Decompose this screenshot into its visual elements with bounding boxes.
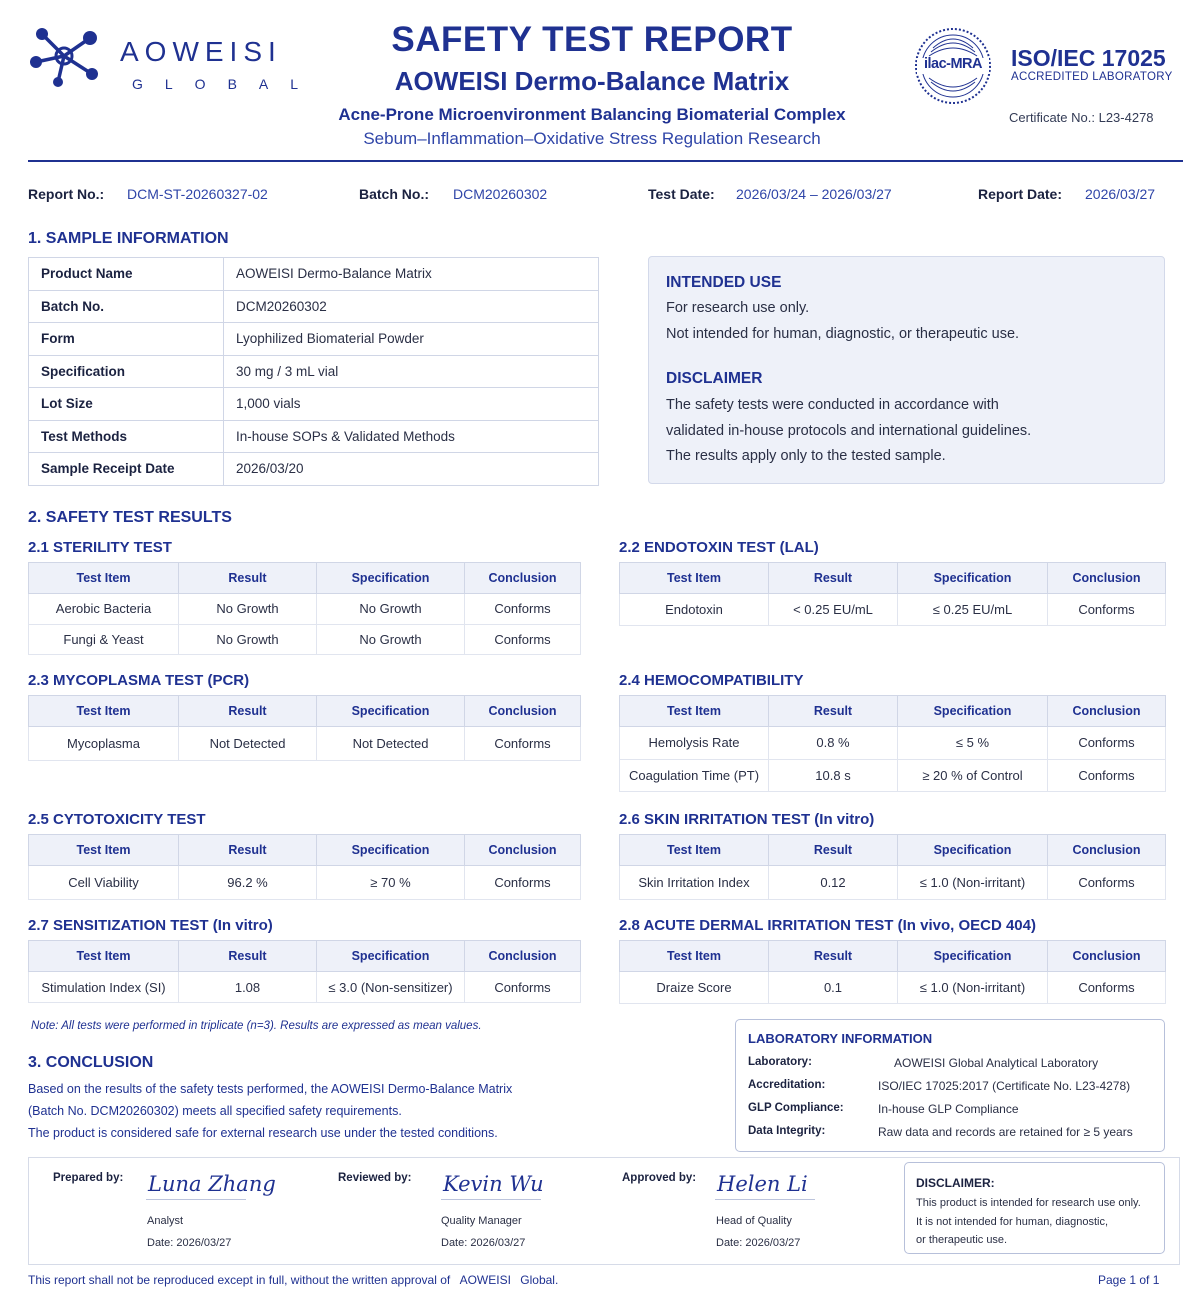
intended-use-box	[648, 256, 1165, 484]
table-cell: Conforms	[465, 594, 581, 625]
column-header: Conclusion	[465, 941, 581, 972]
table-cell: No Growth	[179, 594, 317, 625]
table-cell: ≤ 5 %	[898, 727, 1048, 760]
sample-info-value: 30 mg / 3 mL vial	[224, 355, 599, 388]
column-header: Test Item	[620, 563, 769, 594]
column-header: Specification	[898, 941, 1048, 972]
test-date-label: Test Date:	[648, 186, 715, 202]
sample-info-value: Lyophilized Biomaterial Powder	[224, 323, 599, 356]
prepared-by-signature: Luna Zhang	[148, 1172, 276, 1196]
batch-no-label: Batch No.:	[359, 186, 429, 202]
iso-title: ISO/IEC 17025	[1011, 45, 1166, 71]
table-cell: No Growth	[317, 594, 465, 625]
prepared-by-role: Analyst	[147, 1215, 184, 1227]
intended-use-heading: INTENDED USE	[666, 274, 782, 291]
table-cell: Aerobic Bacteria	[29, 594, 179, 625]
table-cell: 10.8 s	[769, 759, 898, 792]
footer-brand: AOWEISI	[459, 1273, 511, 1287]
ilac-seal-text: ilac-MRA	[923, 56, 983, 72]
lab-value-glp: In-house GLP Compliance	[878, 1102, 1019, 1116]
batch-no-value: DCM20260302	[453, 186, 548, 202]
prepared-by-label: Prepared by:	[53, 1172, 124, 1184]
lab-value-accreditation: ISO/IEC 17025:2017 (Certificate No. L23-4278)	[878, 1079, 1131, 1093]
mycoplasma-table	[28, 695, 581, 761]
cytotoxicity-table	[28, 834, 581, 900]
column-header: Test Item	[620, 835, 769, 866]
sample-info-key: Product Name	[29, 258, 224, 291]
intended-use-line1: For research use only.	[666, 300, 810, 316]
table-cell: Conforms	[465, 866, 581, 900]
skin-irritation-heading: 2.6 SKIN IRRITATION TEST (In vitro)	[619, 811, 875, 828]
table-cell: Draize Score	[620, 972, 769, 1004]
reviewed-by-role: Quality Manager	[441, 1215, 522, 1227]
footer-brand-suffix: Global.	[520, 1273, 559, 1287]
table-cell: Mycoplasma	[29, 727, 179, 761]
sample-info-row	[29, 453, 599, 486]
approved-by-role: Head of Quality	[716, 1215, 792, 1227]
column-header: Specification	[898, 696, 1048, 727]
prepared-by-signature-line	[146, 1199, 246, 1200]
table-row	[620, 727, 1166, 760]
column-header: Specification	[317, 696, 465, 727]
report-no-value: DCM-ST-20260327-02	[127, 186, 268, 202]
table-cell: 0.1	[769, 972, 898, 1004]
table-cell: Conforms	[465, 624, 581, 655]
sterility-table	[28, 562, 581, 655]
report-no-label: Report No.:	[28, 186, 105, 202]
column-header: Result	[769, 696, 898, 727]
approved-by-signature: Helen Li	[717, 1172, 808, 1196]
footer-disclaimer-line3: or therapeutic use.	[916, 1234, 1008, 1246]
prepared-by-date: Date: 2026/03/27	[147, 1237, 232, 1249]
sample-info-key: Lot Size	[29, 388, 224, 421]
sample-info-key: Test Methods	[29, 420, 224, 453]
conclusion-heading: 3. CONCLUSION	[28, 1054, 154, 1071]
table-cell: ≥ 70 %	[317, 866, 465, 900]
table-cell: Stimulation Index (SI)	[29, 972, 179, 1003]
endotoxin-heading: 2.2 ENDOTOXIN TEST (LAL)	[619, 539, 819, 556]
column-header: Test Item	[29, 835, 179, 866]
table-row	[620, 759, 1166, 792]
sensitization-heading: 2.7 SENSITIZATION TEST (In vitro)	[28, 917, 273, 934]
sample-info-key: Specification	[29, 355, 224, 388]
table-cell: Skin Irritation Index	[620, 866, 769, 900]
test-date-value: 2026/03/24 – 2026/03/27	[736, 186, 892, 202]
page-number: Page 1 of 1	[1098, 1273, 1160, 1287]
reviewed-by-signature: Kevin Wu	[443, 1172, 544, 1196]
report-date-value: 2026/03/27	[1085, 186, 1156, 202]
column-header: Conclusion	[1048, 941, 1166, 972]
footer-text: This report shall not be reproduced except in full, without the written approval of	[28, 1273, 451, 1287]
report-date-label: Report Date:	[978, 186, 1063, 202]
sample-info-key: Sample Receipt Date	[29, 453, 224, 486]
column-header: Specification	[317, 563, 465, 594]
column-header: Test Item	[29, 563, 179, 594]
iso-subtitle: ACCREDITED LABORATORY	[1011, 71, 1173, 83]
column-header: Conclusion	[465, 563, 581, 594]
sample-info-value: In-house SOPs & Validated Methods	[224, 420, 599, 453]
conclusion-line2: (Batch No. DCM20260302) meets all specified safety requirements.	[28, 1104, 402, 1118]
table-row	[29, 727, 581, 761]
results-heading: 2. SAFETY TEST RESULTS	[28, 509, 232, 526]
skin-irritation-table	[619, 834, 1166, 900]
sterility-heading: 2.1 STERILITY TEST	[28, 539, 172, 556]
sample-info-row	[29, 388, 599, 421]
table-row	[620, 594, 1166, 626]
sample-info-row	[29, 323, 599, 356]
footer-disclaimer-line2: It is not intended for human, diagnostic,	[916, 1216, 1109, 1228]
table-row	[29, 594, 581, 625]
sample-info-key: Batch No.	[29, 290, 224, 323]
sample-info-value: 1,000 vials	[224, 388, 599, 421]
mycoplasma-heading: 2.3 MYCOPLASMA TEST (PCR)	[28, 672, 250, 689]
conclusion-line3: The product is considered safe for external research use under the tested conditions.	[28, 1126, 498, 1140]
column-header: Test Item	[620, 696, 769, 727]
column-header: Specification	[317, 941, 465, 972]
lab-label-laboratory: Laboratory:	[748, 1056, 812, 1068]
table-cell: Conforms	[1048, 972, 1166, 1004]
table-cell: Conforms	[1048, 594, 1166, 626]
footer-note	[28, 1273, 558, 1287]
conclusion-line1: Based on the results of the safety tests performed, the AOWEISI Dermo-Balance Matrix	[28, 1082, 513, 1096]
table-row	[620, 866, 1166, 900]
hemocompat-table	[619, 695, 1166, 792]
company-logo	[28, 24, 321, 104]
table-cell: Conforms	[465, 727, 581, 761]
lab-label-data-integrity: Data Integrity:	[748, 1125, 826, 1137]
lab-info-heading: LABORATORY INFORMATION	[748, 1031, 933, 1046]
table-cell: No Growth	[317, 624, 465, 655]
column-header: Conclusion	[465, 696, 581, 727]
column-header: Conclusion	[1048, 835, 1166, 866]
table-cell: ≥ 20 % of Control	[898, 759, 1048, 792]
table-cell: 0.8 %	[769, 727, 898, 760]
acute-dermal-table	[619, 940, 1166, 1004]
hemocompat-heading: 2.4 HEMOCOMPATIBILITY	[619, 672, 804, 689]
table-row	[29, 624, 581, 655]
reviewed-by-date: Date: 2026/03/27	[441, 1237, 526, 1249]
table-cell: ≤ 1.0 (Non-irritant)	[898, 866, 1048, 900]
disclaimer-heading: DISCLAIMER	[666, 370, 763, 387]
sample-info-table	[28, 257, 599, 486]
lab-info-box	[735, 1019, 1165, 1152]
approved-by-label: Approved by:	[622, 1172, 697, 1184]
sample-info-row	[29, 420, 599, 453]
sample-info-row	[29, 290, 599, 323]
disclaimer-line1: The safety tests were conducted in accordance with	[666, 397, 999, 413]
table-cell: ≤ 3.0 (Non-sensitizer)	[317, 972, 465, 1003]
sample-info-value: 2026/03/20	[224, 453, 599, 486]
reviewed-by-signature-line	[441, 1199, 541, 1200]
footer-disclaimer-line1: This product is intended for research use only.	[916, 1197, 1141, 1209]
table-cell: Coagulation Time (PT)	[620, 759, 769, 792]
column-header: Result	[179, 563, 317, 594]
column-header: Result	[769, 835, 898, 866]
table-cell: Conforms	[465, 972, 581, 1003]
table-cell: < 0.25 EU/mL	[769, 594, 898, 626]
cytotoxicity-heading: 2.5 CYTOTOXICITY TEST	[28, 811, 206, 828]
column-header: Test Item	[620, 941, 769, 972]
report-title: SAFETY TEST REPORT	[391, 20, 793, 59]
column-header: Conclusion	[465, 835, 581, 866]
product-title: AOWEISI Dermo-Balance Matrix	[394, 66, 790, 96]
column-header: Result	[769, 941, 898, 972]
table-cell: 0.12	[769, 866, 898, 900]
sample-info-row	[29, 355, 599, 388]
research-subtitle: Sebum–Inflammation–Oxidative Stress Regulation Research	[363, 129, 821, 148]
table-row	[29, 866, 581, 900]
lab-label-accreditation: Accreditation:	[748, 1079, 826, 1091]
logo-subtitle: GLOBAL	[132, 76, 321, 92]
table-row	[29, 972, 581, 1003]
table-cell: ≤ 1.0 (Non-irritant)	[898, 972, 1048, 1004]
table-cell: Conforms	[1048, 759, 1166, 792]
header-divider	[28, 160, 1183, 162]
intended-use-line2: Not intended for human, diagnostic, or therapeutic use.	[666, 326, 1020, 342]
table-cell: 96.2 %	[179, 866, 317, 900]
column-header: Test Item	[29, 696, 179, 727]
table-cell: Not Detected	[179, 727, 317, 761]
disclaimer-line2: validated in-house protocols and international guidelines.	[666, 423, 1032, 439]
table-cell: Cell Viability	[29, 866, 179, 900]
lab-value-data-integrity: Raw data and records are retained for ≥ 5 years	[878, 1125, 1133, 1139]
column-header: Test Item	[29, 941, 179, 972]
table-row	[620, 972, 1166, 1004]
column-header: Specification	[317, 835, 465, 866]
table-cell: ≤ 0.25 EU/mL	[898, 594, 1048, 626]
table-cell: Endotoxin	[620, 594, 769, 626]
disclaimer-line3: The results apply only to the tested sample.	[666, 448, 946, 464]
product-subtitle: Acne-Prone Microenvironment Balancing Biomaterial Complex	[338, 105, 846, 124]
column-header: Specification	[898, 563, 1048, 594]
endotoxin-table	[619, 562, 1166, 626]
lab-value-laboratory: AOWEISI Global Analytical Laboratory	[894, 1056, 1099, 1070]
approved-by-signature-line	[715, 1199, 815, 1200]
column-header: Result	[179, 941, 317, 972]
column-header: Result	[179, 835, 317, 866]
table-cell: Conforms	[1048, 866, 1166, 900]
results-note: Note: All tests were performed in triplicate (n=3). Results are expressed as mean values.	[31, 1020, 482, 1032]
reviewed-by-label: Reviewed by:	[338, 1172, 412, 1184]
lab-label-glp: GLP Compliance:	[748, 1102, 844, 1114]
acute-dermal-heading: 2.8 ACUTE DERMAL IRRITATION TEST (In vivo, OECD 404)	[619, 917, 1036, 934]
footer-disclaimer-heading: DISCLAIMER:	[916, 1176, 995, 1190]
sample-info-heading: 1. SAMPLE INFORMATION	[28, 230, 229, 247]
table-cell: Conforms	[1048, 727, 1166, 760]
table-cell: Not Detected	[317, 727, 465, 761]
approved-by-date: Date: 2026/03/27	[716, 1237, 801, 1249]
table-cell: Hemolysis Rate	[620, 727, 769, 760]
column-header: Conclusion	[1048, 563, 1166, 594]
column-header: Result	[769, 563, 898, 594]
column-header: Specification	[898, 835, 1048, 866]
logo-name: AOWEISI	[120, 36, 282, 67]
table-cell: No Growth	[179, 624, 317, 655]
column-header: Result	[179, 696, 317, 727]
sample-info-value: DCM20260302	[224, 290, 599, 323]
ilac-mra-seal	[913, 26, 993, 106]
table-cell: 1.08	[179, 972, 317, 1003]
molecule-logo-icon	[28, 24, 104, 88]
sample-info-key: Form	[29, 323, 224, 356]
certificate-number: Certificate No.: L23-4278	[1009, 110, 1154, 125]
footer-disclaimer-box	[904, 1162, 1165, 1254]
sample-info-row	[29, 258, 599, 291]
sensitization-table	[28, 940, 581, 1003]
table-cell: Fungi & Yeast	[29, 624, 179, 655]
sample-info-value: AOWEISI Dermo-Balance Matrix	[224, 258, 599, 291]
column-header: Conclusion	[1048, 696, 1166, 727]
